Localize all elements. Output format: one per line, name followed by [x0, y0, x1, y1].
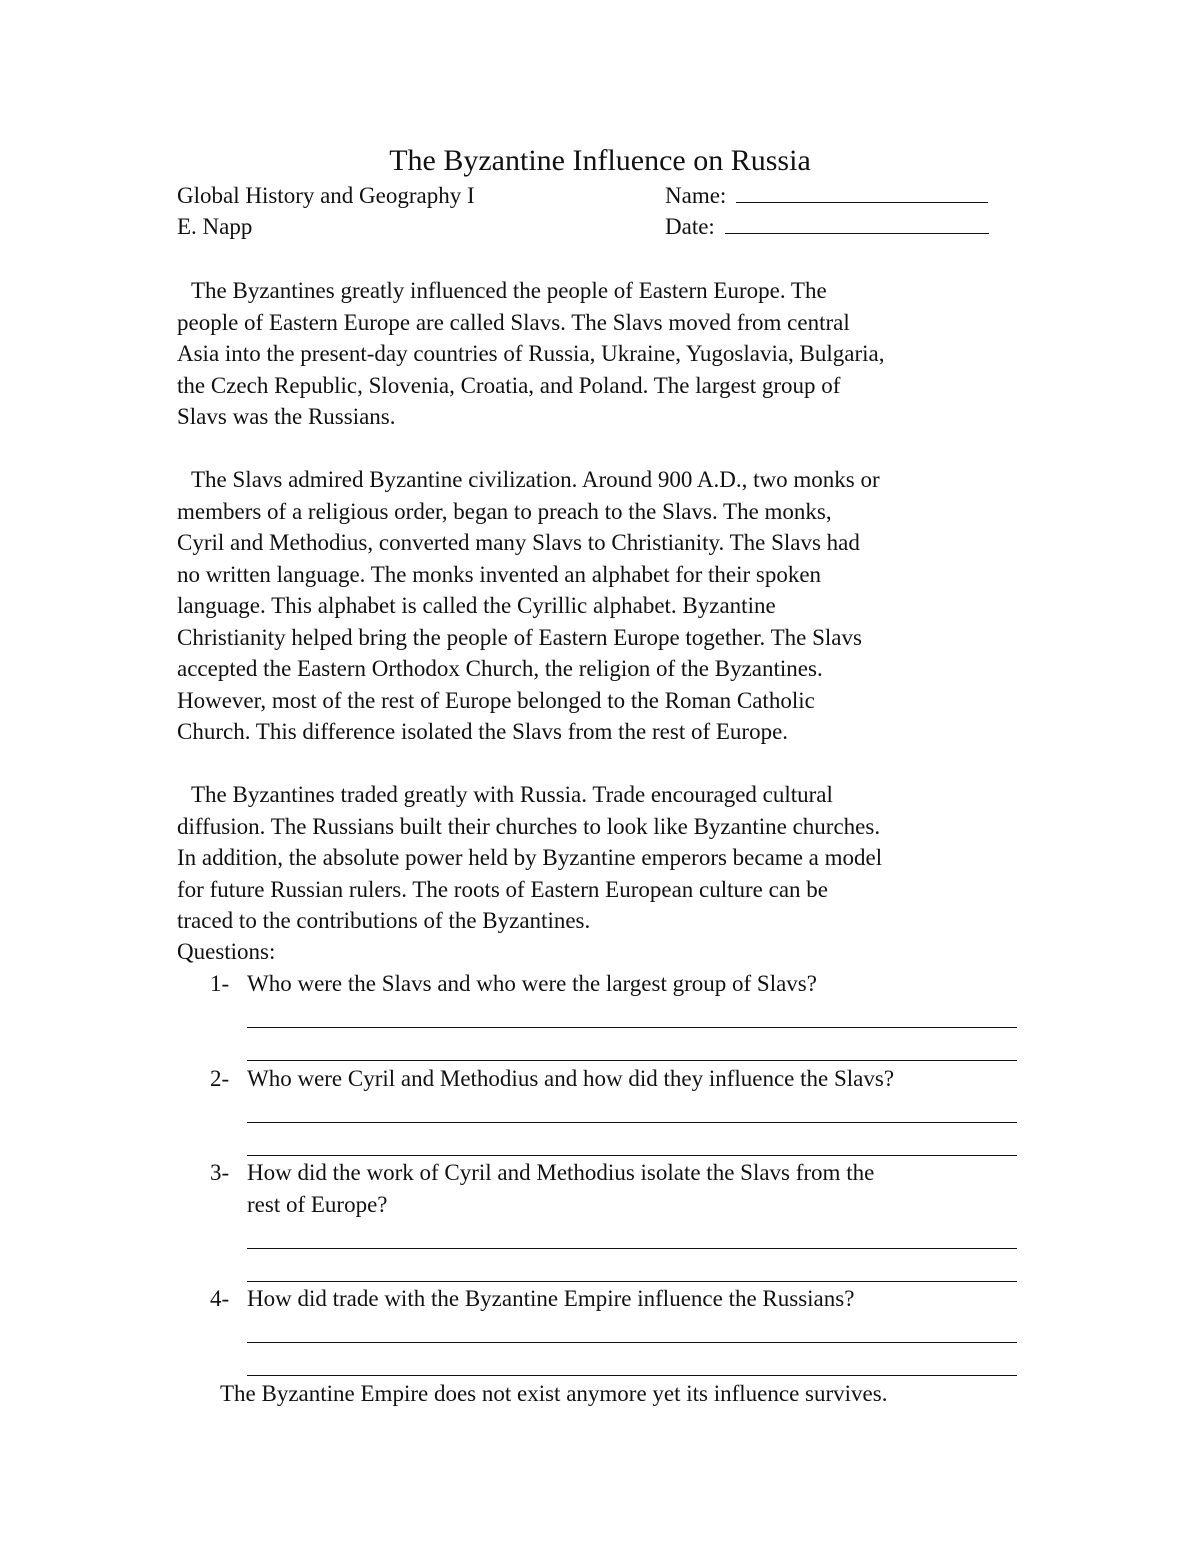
question-4 [210, 1283, 854, 1315]
question-number: 1- [210, 971, 230, 996]
question-text [247, 1157, 874, 1220]
paragraph-line: language. This alphabet is called the Cyrillic alphabet. Byzantine [177, 593, 776, 618]
paragraph-line: Cyril and Methodius, converted many Slavs to Christianity. The Slavs had [177, 530, 860, 555]
paragraph-line: for future Russian rulers. The roots of Eastern European culture can be [177, 876, 829, 902]
name-field[interactable] [665, 180, 988, 211]
closing-statement: The Byzantine Empire does not exist anymore yet its influence survives. [220, 1381, 888, 1406]
paragraph-line: Church. This difference isolated the Slavs from the rest of Europe. [177, 719, 789, 744]
answer-line[interactable] [247, 1027, 1017, 1028]
paragraph-line: accepted the Eastern Orthodox Church, the religion of the Byzantines. [177, 656, 823, 681]
paragraph-1 [177, 275, 1037, 433]
question-text: Who were Cyril and Methodius and how did they influence the Slavs? [247, 1066, 895, 1091]
question-text: How did trade with the Byzantine Empire influence the Russians? [247, 1286, 855, 1311]
question-number: 3- [210, 1160, 230, 1185]
name-blank[interactable] [736, 182, 988, 203]
question-number: 4- [210, 1286, 230, 1311]
paragraph-line: members of a religious order, began to preach to the Slavs. The monks, [177, 498, 832, 524]
answer-line[interactable] [247, 1281, 1017, 1282]
name-label: Name: [665, 183, 727, 208]
answer-line[interactable] [247, 1060, 1017, 1061]
question-2 [210, 1063, 894, 1095]
paragraph-line: people of Eastern Europe are called Slavs. The Slavs moved from central [177, 309, 850, 335]
paragraph-line: However, most of the rest of Europe belonged to the Roman Catholic [177, 687, 815, 713]
answer-line[interactable] [247, 1248, 1017, 1249]
paragraph-line: The Byzantines traded greatly with Russia. Trade encouraged cultural [191, 782, 833, 807]
paragraph-line: Asia into the present-day countries of Russia, Ukraine, Yugoslavia, Bulgaria, [177, 341, 885, 366]
date-label: Date: [665, 214, 715, 239]
paragraph-line: The Slavs admired Byzantine civilization. Around 900 A.D., two monks or [191, 467, 880, 492]
answer-line[interactable] [247, 1122, 1017, 1123]
question-text-line: rest of Europe? [247, 1191, 388, 1217]
answer-line[interactable] [247, 1342, 1017, 1343]
answer-line[interactable] [247, 1155, 1017, 1156]
answer-line[interactable] [247, 1375, 1017, 1376]
course-name: Global History and Geography I [177, 183, 475, 208]
paragraph-2 [177, 464, 1037, 748]
page-title: The Byzantine Influence on Russia [389, 144, 811, 177]
paragraph-line: the Czech Republic, Slovenia, Croatia, and Poland. The largest group of [177, 372, 841, 398]
date-blank[interactable] [725, 213, 989, 234]
paragraph-line: diffusion. The Russians built their churches to look like Byzantine churches. [177, 813, 881, 839]
teacher-name: E. Napp [177, 214, 253, 239]
question-text-line: How did the work of Cyril and Methodius isolate the Slavs from the [247, 1160, 875, 1185]
questions-heading: Questions: [177, 939, 276, 964]
paragraph-line: Slavs was the Russians. [177, 404, 396, 429]
paragraph-line: no written language. The monks invented an alphabet for their spoken [177, 561, 822, 587]
question-1 [210, 968, 817, 1000]
paragraph-line: In addition, the absolute power held by Byzantine emperors became a model [177, 845, 883, 870]
paragraph-line: The Byzantines greatly influenced the people of Eastern Europe. The [191, 278, 827, 303]
question-text: Who were the Slavs and who were the largest group of Slavs? [247, 971, 817, 996]
question-number: 2- [210, 1066, 230, 1091]
date-field[interactable] [665, 211, 989, 242]
question-3 [210, 1157, 874, 1220]
paragraph-line: Christianity helped bring the people of Eastern Europe together. The Slavs [177, 624, 862, 650]
paragraph-line: traced to the contributions of the Byzantines. [177, 908, 591, 933]
paragraph-3 [177, 779, 1037, 937]
